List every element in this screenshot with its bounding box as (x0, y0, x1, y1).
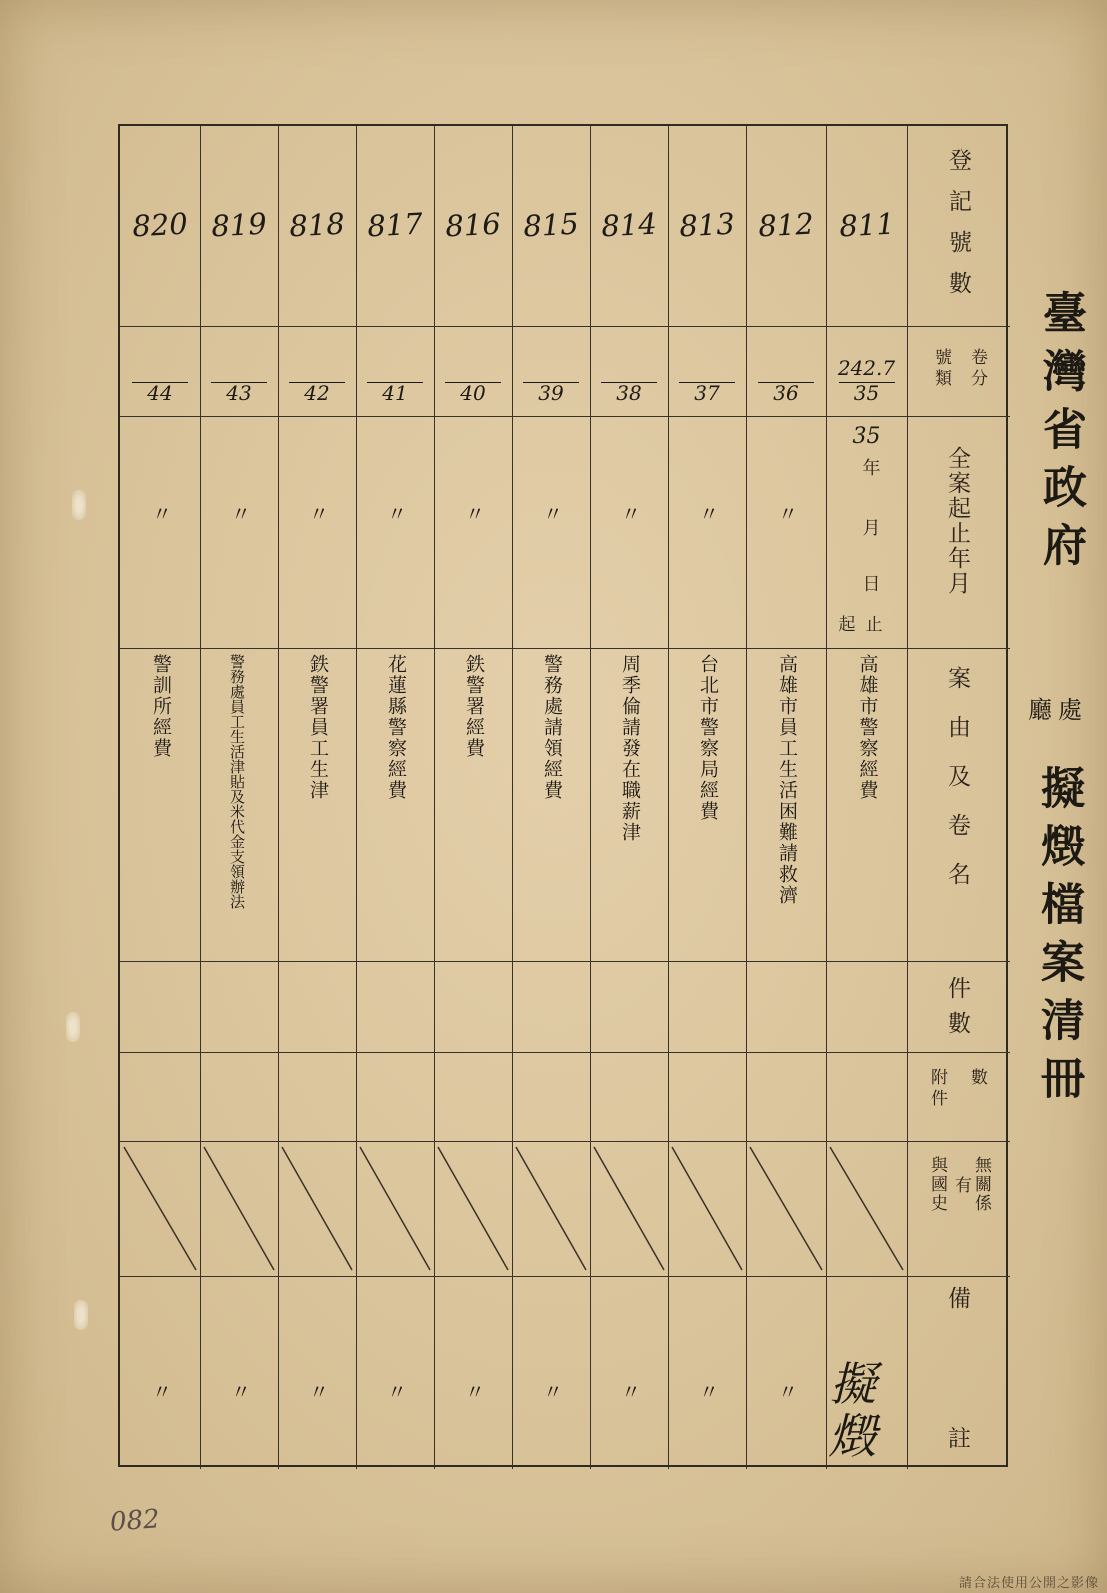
dept-label: 廳處 (1028, 696, 1088, 724)
diagonal-strike-line (204, 1147, 274, 1270)
classification-number: 44 (147, 381, 173, 405)
header-count: 件數 (944, 976, 970, 1046)
period-year: 35 (852, 424, 881, 449)
classification-number: 42 (304, 381, 330, 405)
header-subject: 案由及卷名 (944, 666, 970, 911)
remark-ditto: 〃 (543, 1380, 563, 1404)
ditto-mark: 〃 (152, 502, 172, 526)
header-relation-none: 無關係 (971, 1156, 991, 1213)
period-day: 日 (859, 574, 881, 592)
registration-number: 814 (600, 206, 658, 244)
signature-line-2: 燬 (828, 1409, 877, 1465)
subject-text: 高雄市員工生活困難請救濟 (776, 654, 798, 906)
registration-number: 819 (210, 206, 268, 244)
header-remarks: 備 (944, 1286, 970, 1319)
subject-text: 周季倫請發在職薪津 (619, 654, 641, 843)
period-month: 月 (859, 518, 881, 536)
diagonal-strike (668, 1141, 746, 1276)
diagonal-strike (120, 1141, 200, 1276)
registration-number: 811 (837, 206, 896, 244)
classification-number: 43 (226, 381, 252, 405)
header-relation-history: 與國史 (927, 1156, 947, 1213)
remark-ditto: 〃 (231, 1380, 251, 1404)
registration-number: 813 (678, 206, 736, 244)
period-start-end: 起止 (838, 615, 893, 635)
diagonal-strike (590, 1141, 668, 1276)
registration-number: 818 (288, 206, 346, 244)
ditto-mark: 〃 (387, 502, 407, 526)
subject-text: 警務處員工生活津貼及米代金支領辦法 (228, 654, 246, 909)
page-number: 082 (109, 1504, 161, 1538)
diagonal-strike (278, 1141, 356, 1276)
diagonal-strike-line (438, 1147, 508, 1270)
registration-number: 820 (131, 206, 189, 244)
registration-number: 817 (366, 206, 424, 244)
signature-line-1: 擬 (830, 1357, 876, 1411)
period-year-unit: 年 (859, 458, 881, 476)
classification-number: 40 (460, 381, 486, 405)
classification-number: 39 (538, 381, 564, 405)
ditto-mark: 〃 (621, 502, 641, 526)
ditto-mark: 〃 (778, 502, 798, 526)
header-classification-top: 卷分 (967, 348, 987, 390)
header-attachment-count: 數 (967, 1068, 987, 1089)
header-classification-bottom: 號類 (931, 348, 951, 390)
row-divider (120, 648, 1010, 649)
diagonal-strike-line (124, 1147, 196, 1270)
header-attachment: 附件 (927, 1068, 947, 1110)
remark-ditto: 〃 (621, 1380, 641, 1404)
org-title: 臺灣省政府 (1035, 290, 1086, 580)
row-divider (120, 961, 1010, 962)
header-remarks-end: 註 (944, 1426, 970, 1459)
diagonal-strike-line (282, 1147, 352, 1270)
subject-text: 警訓所經費 (150, 654, 172, 759)
subject-text: 台北市警察局經費 (697, 654, 719, 822)
binder-hole (72, 490, 86, 520)
remark-ditto: 〃 (387, 1380, 407, 1404)
classification-number: 35 (853, 381, 880, 405)
footer-note: 請合法使用公開之影像 (958, 1576, 1099, 1591)
row-divider (120, 416, 1010, 417)
classification-number: 38 (616, 381, 642, 405)
diagonal-strike (746, 1141, 826, 1276)
ditto-mark: 〃 (465, 502, 485, 526)
row-divider (120, 326, 1010, 327)
subject-text: 鉄警署經費 (463, 654, 485, 759)
binder-hole (66, 1012, 80, 1042)
header-period: 全案起止年月 (944, 446, 970, 596)
subject-text: 鉄警署員工生津 (307, 654, 329, 801)
ditto-mark: 〃 (543, 502, 563, 526)
diagonal-strike (434, 1141, 512, 1276)
binder-hole (74, 1300, 88, 1330)
subject-text: 花蓮縣警察經費 (385, 654, 407, 801)
ditto-mark: 〃 (231, 502, 251, 526)
diagonal-strike (356, 1141, 434, 1276)
classification-number: 37 (694, 381, 720, 405)
remark-ditto: 〃 (309, 1380, 329, 1404)
row-divider (120, 1052, 1010, 1053)
column-divider (907, 126, 908, 1469)
classification-top: 242.7 (837, 356, 896, 380)
classification-number: 41 (382, 381, 408, 405)
header-relation-has: 有 (951, 1176, 971, 1197)
ditto-mark: 〃 (699, 502, 719, 526)
diagonal-strike-line (360, 1147, 430, 1270)
diagonal-strike-line (830, 1147, 903, 1270)
remark-ditto: 〃 (778, 1380, 798, 1404)
header-registration-number: 登記號數 (945, 148, 971, 312)
remark-ditto: 〃 (699, 1380, 719, 1404)
ditto-mark: 〃 (309, 502, 329, 526)
registration-number: 815 (522, 206, 580, 244)
diagonal-strike-line (594, 1147, 664, 1270)
remark-ditto: 〃 (152, 1380, 172, 1404)
remark-ditto: 〃 (465, 1380, 485, 1404)
archive-table (118, 124, 1008, 1467)
subject-text: 高雄市警察經費 (856, 654, 879, 801)
list-title: 擬燬檔案清冊 (1033, 765, 1084, 1113)
registration-number: 816 (444, 206, 502, 244)
diagonal-strike-line (516, 1147, 586, 1270)
diagonal-strike (512, 1141, 590, 1276)
diagonal-strike (826, 1141, 907, 1276)
row-divider (120, 1276, 1010, 1277)
diagonal-strike (200, 1141, 278, 1276)
registration-number: 812 (757, 206, 815, 244)
diagonal-strike-line (750, 1147, 822, 1270)
classification-number: 36 (773, 381, 799, 405)
diagonal-strike-line (672, 1147, 742, 1270)
subject-text: 警務處請領經費 (541, 654, 563, 801)
